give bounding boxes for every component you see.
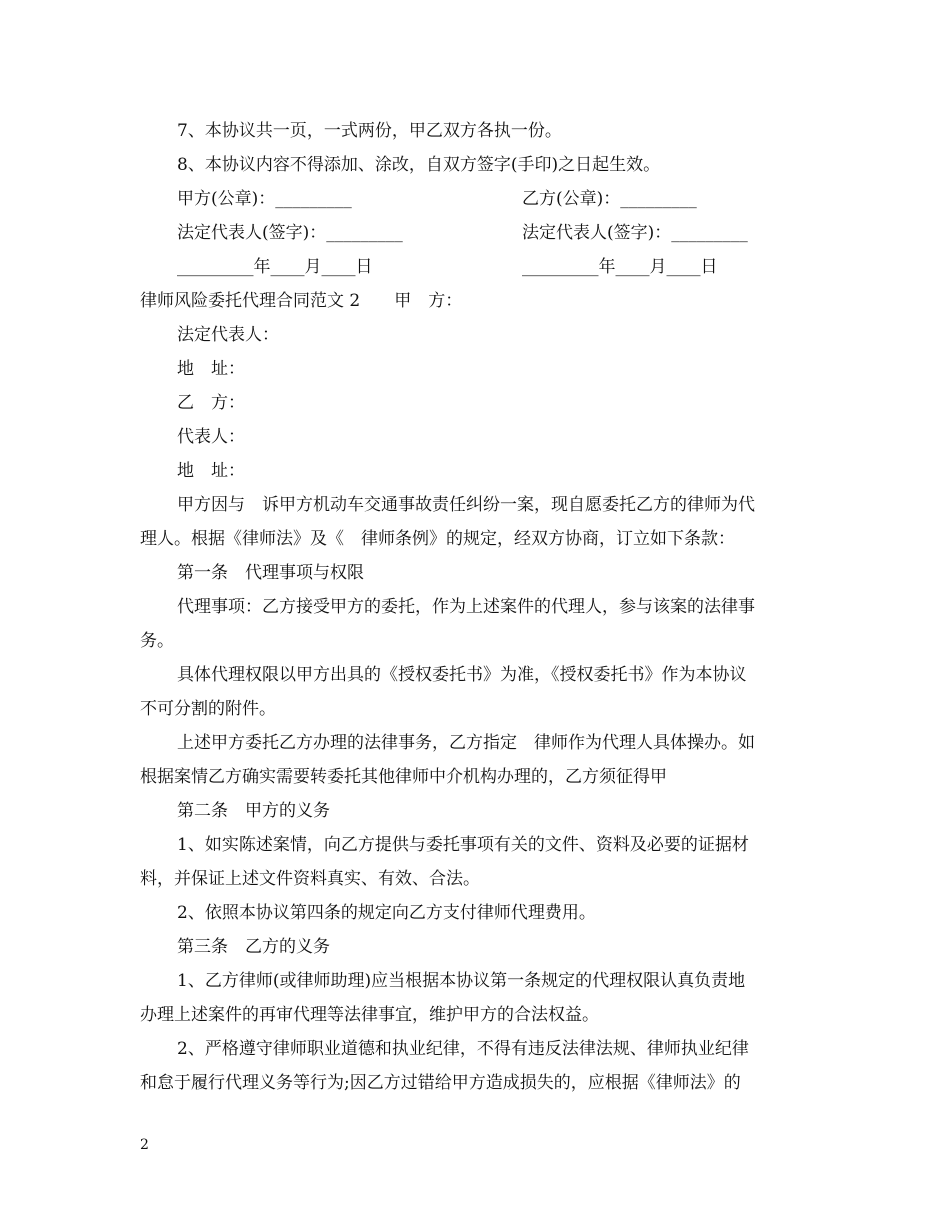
- section-heading: 律师风险委托代理合同范文 2 甲 方：: [140, 291, 463, 311]
- body-line: 和怠于履行代理义务等行为;因乙方过错给甲方造成损失的，应根据《律师法》的: [140, 1073, 741, 1093]
- article-heading: 第一条 代理事项与权限: [177, 563, 364, 583]
- party-a-date: _________年____月____日: [177, 257, 373, 277]
- body-line: 2、依照本协议第四条的规定向乙方支付律师代理费用。: [177, 903, 596, 923]
- body-line: 2、严格遵守律师职业道德和执业纪律，不得有违反法律法规、律师执业纪律: [177, 1039, 749, 1059]
- body-line: 乙 方：: [177, 393, 245, 413]
- body-line: 办理上述案件的再审代理等法律事宜，维护甲方的合法权益。: [140, 1005, 599, 1025]
- body-line: 1、如实陈述案情，向乙方提供与委托事项有关的文件、资料及必要的证据材: [177, 835, 749, 855]
- body-line: 理人。根据《律师法》及《 律师条例》的规定，经双方协商，订立如下条款：: [140, 529, 735, 549]
- body-line: 地 址：: [177, 461, 245, 481]
- page-number: 2: [140, 1137, 149, 1153]
- body-line: 根据案情乙方确实需要转委托其他律师中介机构办理的，乙方须征得甲: [140, 767, 667, 787]
- body-line: 1、乙方律师(或律师助理)应当根据本协议第一条规定的代理权限认真负责地: [177, 971, 746, 991]
- body-line: 法定代表人：: [177, 325, 279, 345]
- party-a-rep: 法定代表人(签字)：_________: [177, 223, 403, 243]
- clause-7: 7、本协议共一页，一式两份，甲乙双方各执一份。: [177, 121, 562, 141]
- party-b-seal: 乙方(公章)：_________: [522, 189, 697, 209]
- body-line: 上述甲方委托乙方办理的法律事务，乙方指定 律师作为代理人具体操办。如: [177, 733, 755, 753]
- party-a-seal: 甲方(公章)：_________: [177, 189, 352, 209]
- body-line: 代表人：: [177, 427, 245, 447]
- body-line: 地 址：: [177, 359, 245, 379]
- party-b-rep: 法定代表人(签字)：_________: [522, 223, 748, 243]
- body-line: 务。: [140, 631, 174, 651]
- party-b-date: _________年____月____日: [522, 257, 718, 277]
- body-line: 不可分割的附件。: [140, 699, 276, 719]
- body-line: 料，并保证上述文件资料真实、有效、合法。: [140, 869, 480, 889]
- clause-8: 8、本协议内容不得添加、涂改，自双方签字(手印)之日起生效。: [177, 155, 661, 175]
- body-line: 代理事项：乙方接受甲方的委托，作为上述案件的代理人，参与该案的法律事: [177, 597, 755, 617]
- body-line: 具体代理权限以甲方出具的《授权委托书》为准，《授权委托书》作为本协议: [177, 665, 747, 685]
- body-line: 甲方因与 诉甲方机动车交通事故责任纠纷一案，现自愿委托乙方的律师为代: [177, 495, 755, 515]
- article-heading: 第二条 甲方的义务: [177, 801, 330, 821]
- article-heading: 第三条 乙方的义务: [177, 937, 330, 957]
